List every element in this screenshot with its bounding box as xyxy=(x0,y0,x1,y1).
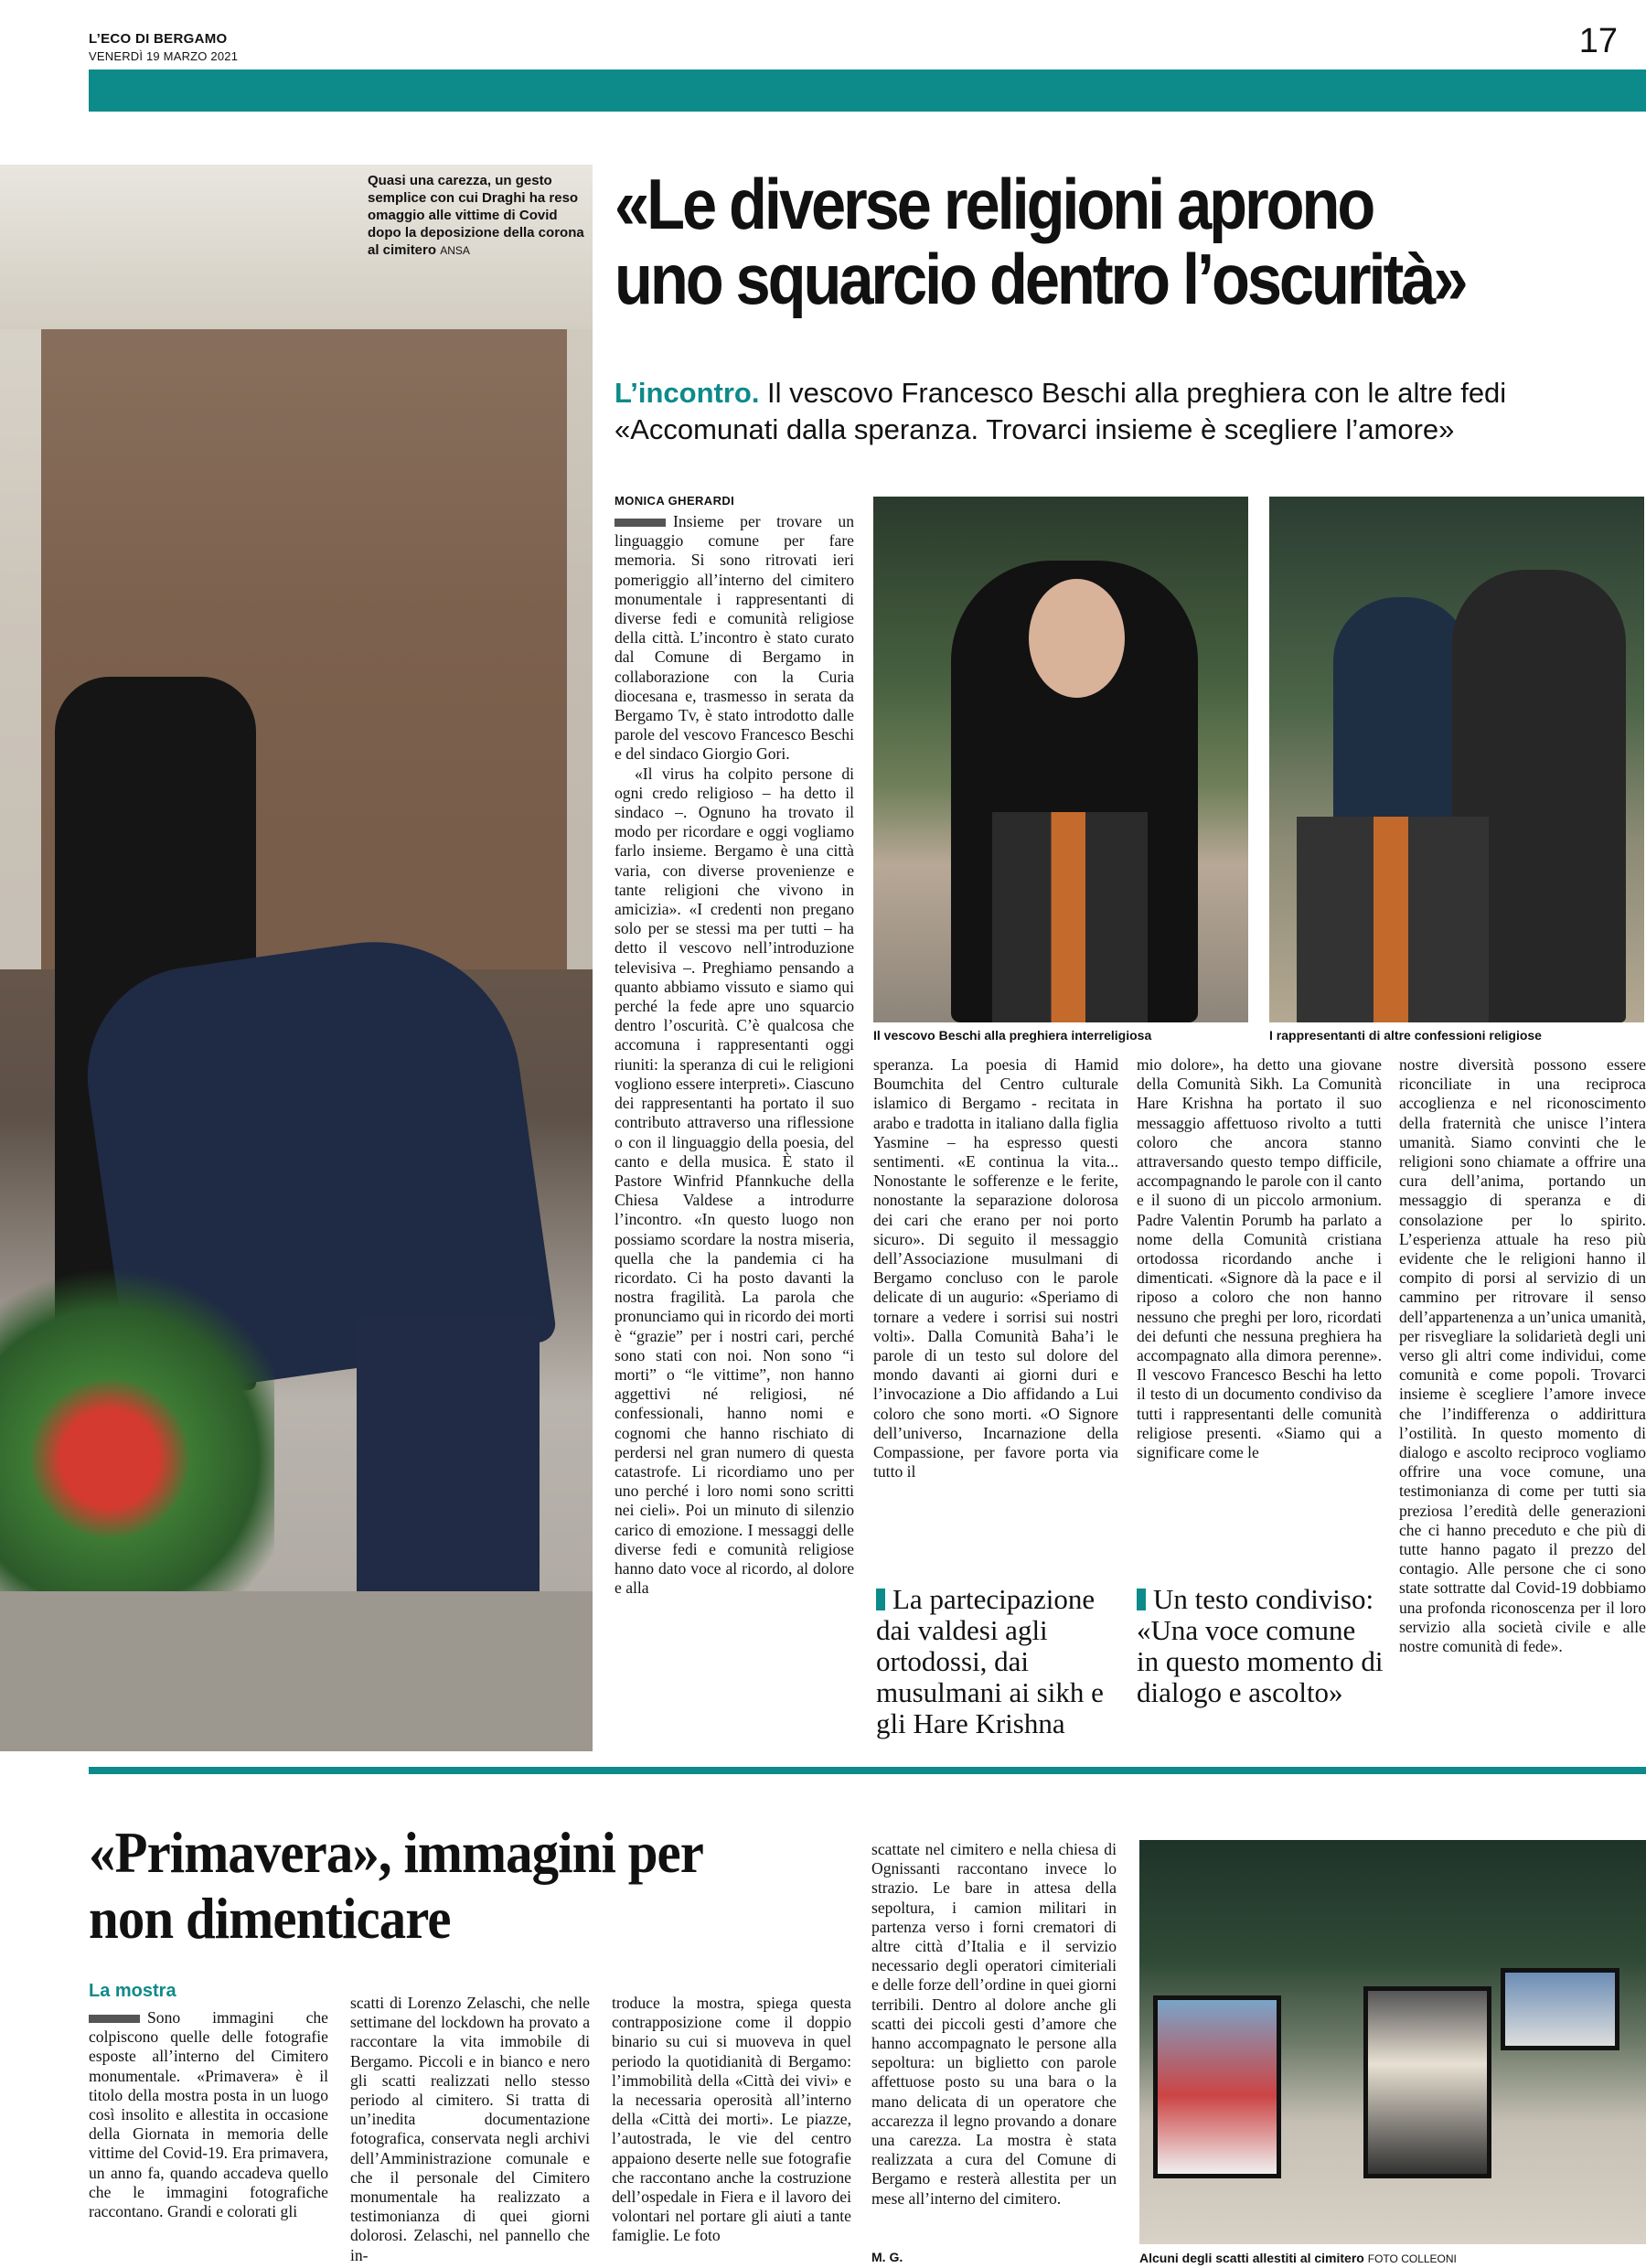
pull-quote-marker xyxy=(1137,1589,1146,1610)
photo-exhibition xyxy=(1139,1840,1646,2244)
section-divider xyxy=(89,1767,1646,1774)
photo-ground xyxy=(0,1591,593,1751)
main-photo-draghi xyxy=(0,165,593,1751)
second-kicker: La mostra xyxy=(89,1981,176,2001)
main-col4-text: nostre diversità possono essere riconciliate in una reciproca accoglienza e nel riconoscimento della fraternità che unisce l’intera umanità. Siamo convinti che le religioni sono chiamate a offrire una cura dell’anima, portando un messaggio di speranza e di consolazione per lo spirito. L’esperienza attuale ha reso più evidente che le religioni hanno il compito di porsi al servizio di un cammino per ritrovare il senso dell’appartenenza a un’unica umanità, per risvegliare la solidarietà degli uni verso gli altri come individui, come comunità e come popoli. Trovarci insieme è scegliere l’amore invece che l’indifferenza o addirittura l’ostilità. In questo momento di dialogo e ascolto reciproco vogliamo offrire una voce comune, una testimonianza di come per tutti sia preziosa l’eredità delle generazioni che ci hanno preceduto e che più di tutte hanno pagato il prezzo del contagio. Alle persone che ci sono state sottratte dal Covid-19 dobbiamo una profonda riconoscenza per il loro servizio alla società civile e alle nostre comunità di fede». xyxy=(1399,1055,1646,1656)
publication-name: L’ECO DI BERGAMO xyxy=(89,31,228,47)
pull-quote-1 xyxy=(876,1584,1123,1739)
photo-exhibition-caption-text: Alcuni degli scatti allestiti al cimitero xyxy=(1139,2251,1364,2265)
main-photo-credit: ANSA xyxy=(440,244,470,257)
deck-kicker: L’incontro. xyxy=(615,377,760,409)
second-column-4 xyxy=(871,1840,1117,2209)
deck-line-1: Il vescovo Francesco Beschi alla preghiera con le altre fedi xyxy=(759,377,1507,409)
main-column-4 xyxy=(1399,1055,1646,1656)
lead-rule xyxy=(89,2015,140,2023)
main-col3-text: mio dolore», ha detto una giovane della Comunità Sikh. La Comunità Hare Krishna ha portato il suo messaggio affettuoso rivolto a tutti coloro che ancora stanno attraversando questo tempo difficile, accompagnando le parole con il canto e il suono di un piccolo armonium. Padre Valentin Porumb ha parlato a nome della Comunità cristiana ortodossa ricordando anche i dimenticati. «Signore dà la pace e il riposo a coloro che non hanno nessuno che preghi per loro, ricordati dei defunti che nessuna preghiera ha accompagnato alla dimora perenne». Il vescovo Francesco Beschi ha letto il testo di un documento condiviso da tutti i rappresentanti delle comunità religiose presenti. «Siamo qui a significare come le xyxy=(1137,1055,1382,1462)
photo-exhibition-caption xyxy=(1139,2250,1646,2267)
main-column-1 xyxy=(615,512,854,1598)
pull-quote-2-text: Un testo condiviso: «Una voce comune in questo momento di dialogo e ascolto» xyxy=(1137,1583,1384,1708)
lead-rule xyxy=(615,519,666,527)
byline: MONICA GHERARDI xyxy=(615,494,735,508)
main-column-2 xyxy=(873,1055,1118,1482)
main-headline-line-1: «Le diverse religioni aprono xyxy=(615,164,1373,244)
photo-bishop-head xyxy=(1029,579,1125,698)
deck-line-2: «Accomunati dalla speranza. Trovarci insieme è scegliere l’amore» xyxy=(615,413,1455,445)
second-col2-text: scatti di Lorenzo Zelaschi, che nelle settimane del lockdown ha provato a raccontare la vita immobile di Bergamo. Piccoli e in bianco e nero gli scatti realizzati nello stesso periodo al cimitero. Si tratta di un’inedita documentazione fotografica, conservata negli archivi dell’Amministrazione comunale e che il personale del Cimitero monumentale ha realizzato a testimonianza di quei giorni dolorosi. Zelaschi, nel pannello che in- xyxy=(350,1994,590,2264)
photo-representatives-caption: I rappresentanti di altre confessioni religiose xyxy=(1269,1028,1542,1043)
second-col3-text: troduce la mostra, spiega questa contrapposizione come il doppio binario su cui si muoveva in quel periodo la quotidianità di Bergamo: l’immobilità della «Città dei vivi» e la necessaria operosità all’interno della «Città dei morti». Le piazze, l’autostrada, le vie del centro appaiono deserte nelle sue fotografie che raccontano anche la costruzione dell’ospedale in Fiera e il lavoro dei volontari nel portare gli aiuti a tante famiglie. Le foto xyxy=(612,1994,851,2245)
section-band xyxy=(89,70,1646,112)
main-headline-line-2: uno squarcio dentro l’oscurità» xyxy=(615,239,1466,319)
main-photo-caption-text: Quasi una carezza, un gesto semplice con cui Draghi ha reso omaggio alle vittime di Covid dopo la deposizione della corona al cimitero xyxy=(368,173,584,258)
second-headline: «Primavera», immagini per non dimenticare xyxy=(89,1820,702,1951)
main-col1-para-1: Insieme per trovare un linguaggio comune per fare memoria. Si sono ritrovati ieri pomeriggio all’interno del cimitero monumentale i rappresentanti di diverse fedi e comunità religiose della città. L’incontro è stato curato dal Comune di Bergamo in collaborazione con la Curia diocesana e, trasmesso in serata da Bergamo Tv, è stato introdotto dalle parole del vescovo Francesco Beschi e del sindaco Giorgio Gori. xyxy=(615,512,854,764)
masthead xyxy=(89,22,1618,66)
second-column-2 xyxy=(350,1994,590,2265)
issue-date: VENERDÌ 19 MARZO 2021 xyxy=(89,49,239,63)
second-col1-text: Sono immagini che colpiscono quelle delle fotografie esposte all’interno del Cimitero monumentale. «Primavera» è il titolo della mostra posta in un luogo così insolito e allestita in occasione della Giornata in memoria delle vittime del Covid-19. Era primavera, un anno fa, quando accadeva quello che le immagini fotografiche raccontano. Grandi e colorati gli xyxy=(89,2008,328,2221)
photo-bishop xyxy=(873,497,1248,1022)
author-signature: M. G. xyxy=(871,2250,903,2264)
main-photo-caption xyxy=(368,172,587,260)
pull-quote-2 xyxy=(1137,1584,1384,1708)
main-column-3 xyxy=(1137,1055,1382,1462)
photo-representatives xyxy=(1269,497,1644,1022)
photo-bishop-podium xyxy=(992,812,1148,1022)
photo-rep-podium xyxy=(1297,817,1489,1022)
photo-exhibition-credit: FOTO COLLEONI xyxy=(1367,2252,1457,2265)
pull-quote-marker xyxy=(876,1589,885,1610)
main-deck xyxy=(615,375,1639,448)
second-col4-text: scattate nel cimitero e nella chiesa di Ognissanti raccontano invece lo strazio. Le bare in attesa della sepoltura, i camion militari in partenza verso i forni crematori di altre città d’Italia e il servizio necessario degli operatori cimiteriali e delle forze dell’ordine in quei giorni terribili. Dentro al dolore anche gli scatti dei piccoli gesti d’amore che hanno accompagnato le persone alla sepoltura: un biglietto con parole affettuose posto su una bara o la mano delicata di un operatore che accarezza il legno provando a donare una carezza. La mostra è stata realizzata a cura del Comune di Bergamo e resterà allestita per un mese all’interno del cimitero. xyxy=(871,1840,1117,2208)
photo-exhibit-panel xyxy=(1363,1986,1491,2178)
second-column-3 xyxy=(612,1994,851,2246)
main-headline xyxy=(615,164,1516,319)
pull-quote-1-text: La partecipazione dai valdesi agli ortodossi, dai musulmani ai sikh e gli Hare Krishna xyxy=(876,1583,1104,1739)
main-col2-text: speranza. La poesia di Hamid Boumchita del Centro culturale islamico di Bergamo - recitata in arabo e tradotta in italiano dalla figlia Yasmine – ha espresso questi sentimenti. «E continua la vita... Nonostante le sofferenze e le ferite, nonostante la separazione dolorosa dei cari che erano per noi porto sicuro». Di seguito il messaggio dell’Associazione musulmani di Bergamo concluso con le parole delicate di un augurio: «Speriamo di tornare a vedere i sorrisi sui nostri volti». Dalla Comunità Baha’i le parole di un testo sul dolore del mondo davanti ai giorni duri e l’invocazione a Dio affidando a Lui coloro che sono morti. «O Signore dell’universo, Incarnazione della Compassione, per favore porta via tutto il xyxy=(873,1055,1118,1482)
second-column-1 xyxy=(89,2008,328,2221)
main-col1-para-2: «Il virus ha colpito persone di ogni credo religioso – ha detto il sindaco –. Ognuno ha trovato il modo per ricordare e oggi vogliamo farlo insieme. Bergamo è una città varia, con diverse provenienze e tante religioni che vivono in amicizia». «I credenti non pregano solo per se stessi ma per tutti – ha detto il vescovo nell’introduzione televisiva –. Preghiamo pensando a quanto abbiamo vissuto e siamo qui perché la fede apre uno squarcio dentro l’oscurità. C’è qualcosa che accomuna i rappresentanti oggi riuniti: la speranza di cui le religioni vogliono essere interpreti». Ciascuno dei rappresentanti ha portato il suo contributo attraverso una riflessione o con il linguaggio della poesia, del canto e della musica. È stato il Pastore Winfrid Pfannkuche della Chiesa Valdese a introdurre l’incontro. «In questo luogo non possiamo scordare la nostra miseria, quella che la pandemia ci ha ricordato. Ci ha posto davanti la nostra fragilità. La parola che pronunciamo qui in ricordo dei morti è “grazie” per i nostri cari, perché sono stati con noi. Non sono “i morti” o “le vittime”, non hanno aggettivi né religiosi, né confessionali, hanno nomi e cognomi che hanno rischiato di perdersi nel gran numero di questa catastrofe. Li ricordiamo uno per uno perché i loro nomi sono scritti nei cieli». Poi un minuto di silenzio carico di emozione. I messaggi delle diverse fedi e comunità religiose hanno dato voce al ricordo, al dolore e alla xyxy=(615,764,854,1598)
photo-bishop-caption: Il vescovo Beschi alla preghiera interreligiosa xyxy=(873,1028,1152,1043)
photo-exhibit-panel xyxy=(1153,1995,1281,2178)
page-number: 17 xyxy=(1578,22,1618,60)
photo-exhibit-panel xyxy=(1501,1968,1619,2050)
